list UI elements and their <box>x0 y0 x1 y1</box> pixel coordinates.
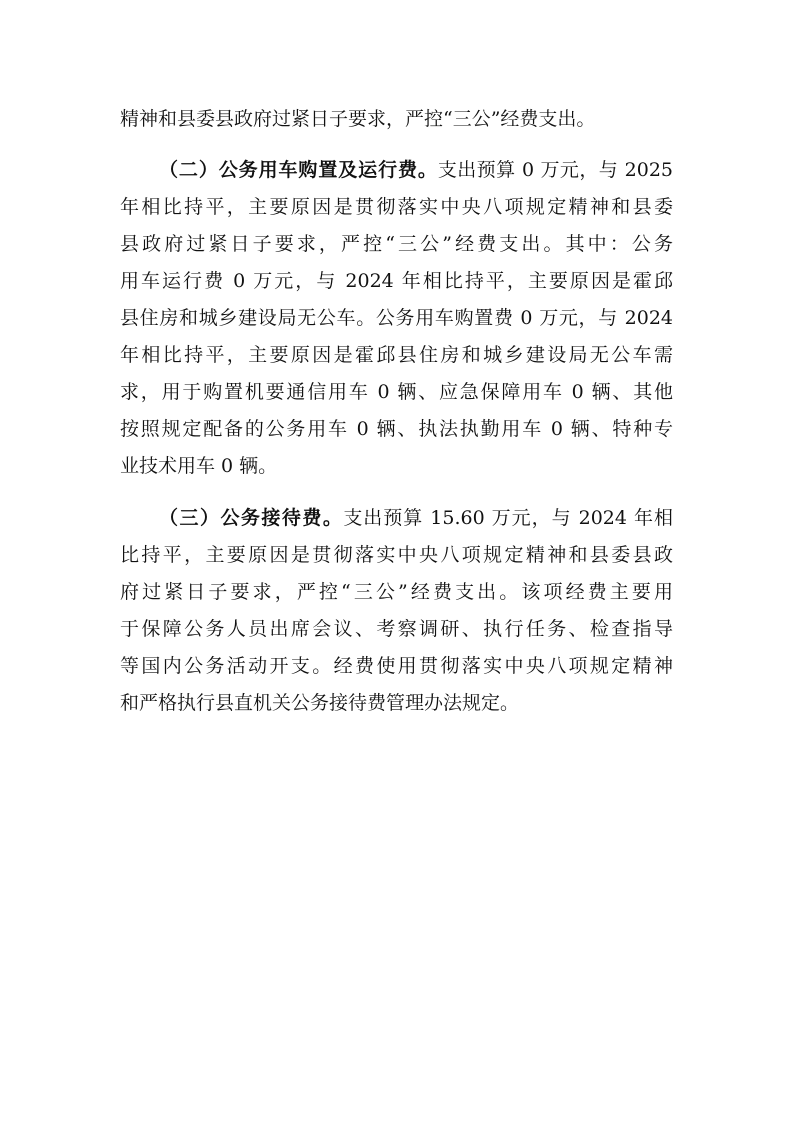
paragraph-line: 等国内公务活动开支。经费使用贯彻落实中央八项规定精神 <box>120 655 673 677</box>
paragraph-line: 求，用于购置机要通信用车 0 辆、应急保障用车 0 辆、其他 <box>120 381 673 403</box>
paragraph-line: 年相比持平，主要原因是贯彻落实中央八项规定精神和县委 <box>120 196 673 218</box>
paragraph-line: 于保障公务人员出席会议、考察调研、执行任务、检查指导 <box>120 618 673 640</box>
paragraph-line: 业技术用车 0 辆。 <box>120 455 278 477</box>
section-first-line <box>120 152 673 189</box>
paragraph-line: 县住房和城乡建设局无公车。公务用车购置费 0 万元，与 2024 <box>120 307 673 329</box>
paragraph-line: 县政府过紧日子要求，严控“三公”经费支出。其中：公务 <box>120 233 673 255</box>
section-reception-expenses <box>120 500 673 722</box>
paragraph-line: 和严格执行县直机关公务接待费管理办法规定。 <box>120 692 520 714</box>
section-first-line-text: 支出预算 15.60 万元，与 2024 年相 <box>343 507 673 529</box>
section-first-line <box>120 500 673 537</box>
section-heading: （二）公务用车购置及运行费。 <box>159 159 438 181</box>
paragraph-line: 用车运行费 0 万元，与 2024 年相比持平，主要原因是霍邱 <box>120 270 673 292</box>
paragraph-line: 比持平，主要原因是贯彻落实中央八项规定精神和县委县政 <box>120 544 673 566</box>
section-heading: （三）公务接待费。 <box>159 507 344 529</box>
paragraph-line: 精神和县委县政府过紧日子要求，严控“三公”经费支出。 <box>120 108 596 130</box>
section-vehicle-expenses <box>120 152 673 485</box>
section-first-line-text: 支出预算 0 万元，与 2025 <box>437 159 673 181</box>
paragraph-line: 年相比持平，主要原因是霍邱县住房和城乡建设局无公车需 <box>120 344 673 366</box>
carryover-paragraph <box>120 101 673 138</box>
paragraph-line: 按照规定配备的公务用车 0 辆、执法执勤用车 0 辆、特种专 <box>120 418 673 440</box>
paragraph-line: 府过紧日子要求，严控“三公”经费支出。该项经费主要用 <box>120 581 673 603</box>
